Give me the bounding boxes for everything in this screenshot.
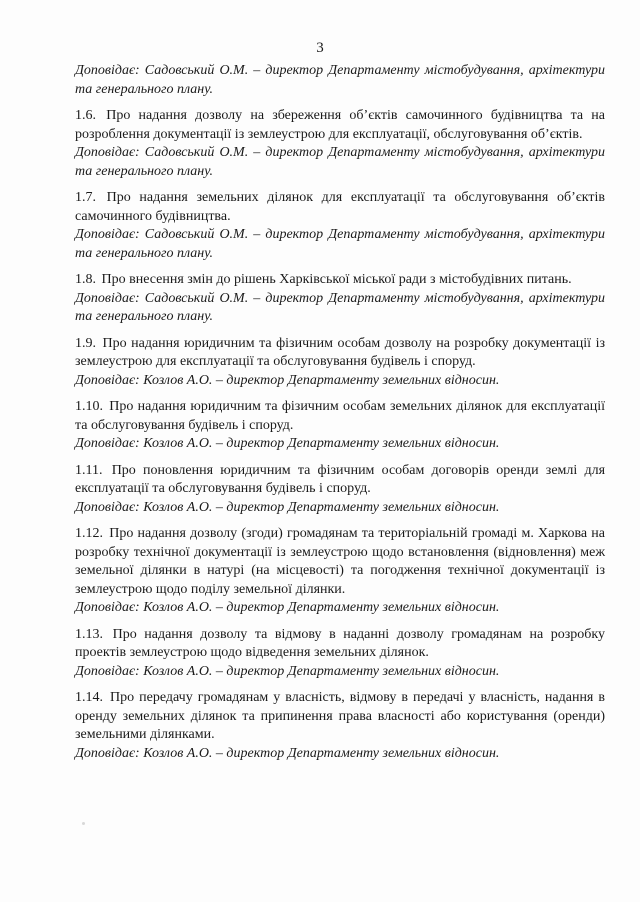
scan-speck: [82, 822, 85, 825]
agenda-item: [75, 689, 605, 763]
agenda-item-number: 1.7.: [75, 190, 96, 205]
agenda-item: [75, 189, 605, 263]
agenda-item-number: 1.11.: [75, 462, 103, 478]
agenda-item-title: [75, 189, 605, 226]
agenda-item-title: [75, 462, 605, 499]
agenda-item: [75, 271, 605, 327]
agenda-item-text: Про надання дозволу (згоди) громадянам та територіальній громаді м. Харкова на розробку технічної документації із землеустрою щодо встановлення (відновлення) меж земельної ділянки в натурі (на місцевості) та погодження технічної документації із землеустрою щодо поділу земельної ділянки.: [75, 526, 606, 597]
agenda-item: [75, 398, 605, 454]
reporter-line: Доповідає: Козлов А.О. – директор Департаменту земельних відносин.: [75, 372, 500, 388]
agenda-item: [75, 462, 605, 518]
agenda-item: [75, 626, 605, 682]
agenda-item-text: Про поновлення юридичним та фізичним особам договорів оренди землі для експлуатації та обслуговування будівель і споруд.: [75, 462, 606, 496]
agenda-item-text: Про надання юридичним та фізичним особам дозволу на розробку документації із землеустрою для експлуатації та обслуговування будівель і споруд.: [75, 335, 605, 369]
agenda-item-number: 1.8.: [75, 272, 96, 287]
reporter-line: Доповідає: Козлов А.О. – директор Департаменту земельних відносин.: [75, 663, 500, 679]
agenda-item-title: [75, 335, 605, 372]
agenda-item-title: [75, 626, 605, 663]
page-number: 3: [316, 40, 324, 56]
agenda-item-text: Про надання юридичним та фізичним особам земельних ділянок для експлуатації та обслуговування будівель і споруд.: [75, 399, 605, 433]
agenda-item-number: 1.10.: [75, 399, 103, 414]
agenda-item-title: [75, 689, 605, 745]
agenda-item-text: Про надання дозволу на збереження об’єктів самочинного будівництва та на розроблення документації із землеустрою для експлуатації, обслуговування об’єктів.: [75, 108, 606, 142]
agenda-item-text: Про передачу громадянам у власність, відмову в передачі у власність, надання в оренду земельних ділянок та припинення права власності або користування (оренди) земельними ділянками.: [75, 690, 605, 742]
reporter-line: Доповідає: Козлов А.О. – директор Департаменту земельних відносин.: [75, 436, 500, 451]
agenda-item-title: [75, 107, 605, 144]
agenda-item: [75, 335, 605, 391]
reporter-line: Доповідає: Козлов А.О. – директор Департаменту земельних відносин.: [75, 745, 500, 761]
agenda-item-number: 1.14.: [75, 690, 103, 705]
reporter-line: Доповідає: Садовський О.М. – директор Департаменту містобудування, архітектури та генерального плану.: [75, 145, 605, 179]
reporter-line: Доповідає: Козлов А.О. – директор Департаменту земельних відносин.: [75, 600, 500, 615]
agenda-item-title: [75, 271, 605, 290]
agenda-item-number: 1.12.: [75, 526, 103, 541]
agenda-item-text: Про внесення змін до рішень Харківської міської ради з містобудівних питань.: [101, 272, 572, 287]
agenda-item-text: Про надання дозволу та відмову в наданні дозволу громадянам на розробку проектів землеустрою щодо відведення земельних ділянок.: [75, 626, 605, 660]
reporter-line: Доповідає: Козлов А.О. – директор Департаменту земельних відносин.: [75, 499, 500, 515]
agenda-item-title: [75, 398, 605, 435]
agenda-item: [75, 525, 605, 618]
agenda-item-number: 1.9.: [75, 335, 96, 351]
reporter-line: Доповідає: Садовський О.М. – директор Департаменту містобудування, архітектури та генерального плану.: [75, 63, 605, 97]
agenda-item: [75, 107, 605, 181]
reporter-line: Доповідає: Садовський О.М. – директор Департаменту містобудування, архітектури та генерального плану.: [75, 227, 605, 261]
agenda-item-text: Про надання земельних ділянок для експлуатації та обслуговування об’єктів самочинного будівництва.: [75, 190, 606, 224]
reporter-line: Доповідає: Садовський О.М. – директор Департаменту містобудування, архітектури та генерального плану.: [75, 290, 605, 324]
agenda-item-number: 1.6.: [75, 108, 96, 123]
agenda-content: [75, 62, 605, 763]
agenda-item-title: [75, 525, 605, 599]
agenda-item-number: 1.13.: [75, 626, 103, 642]
